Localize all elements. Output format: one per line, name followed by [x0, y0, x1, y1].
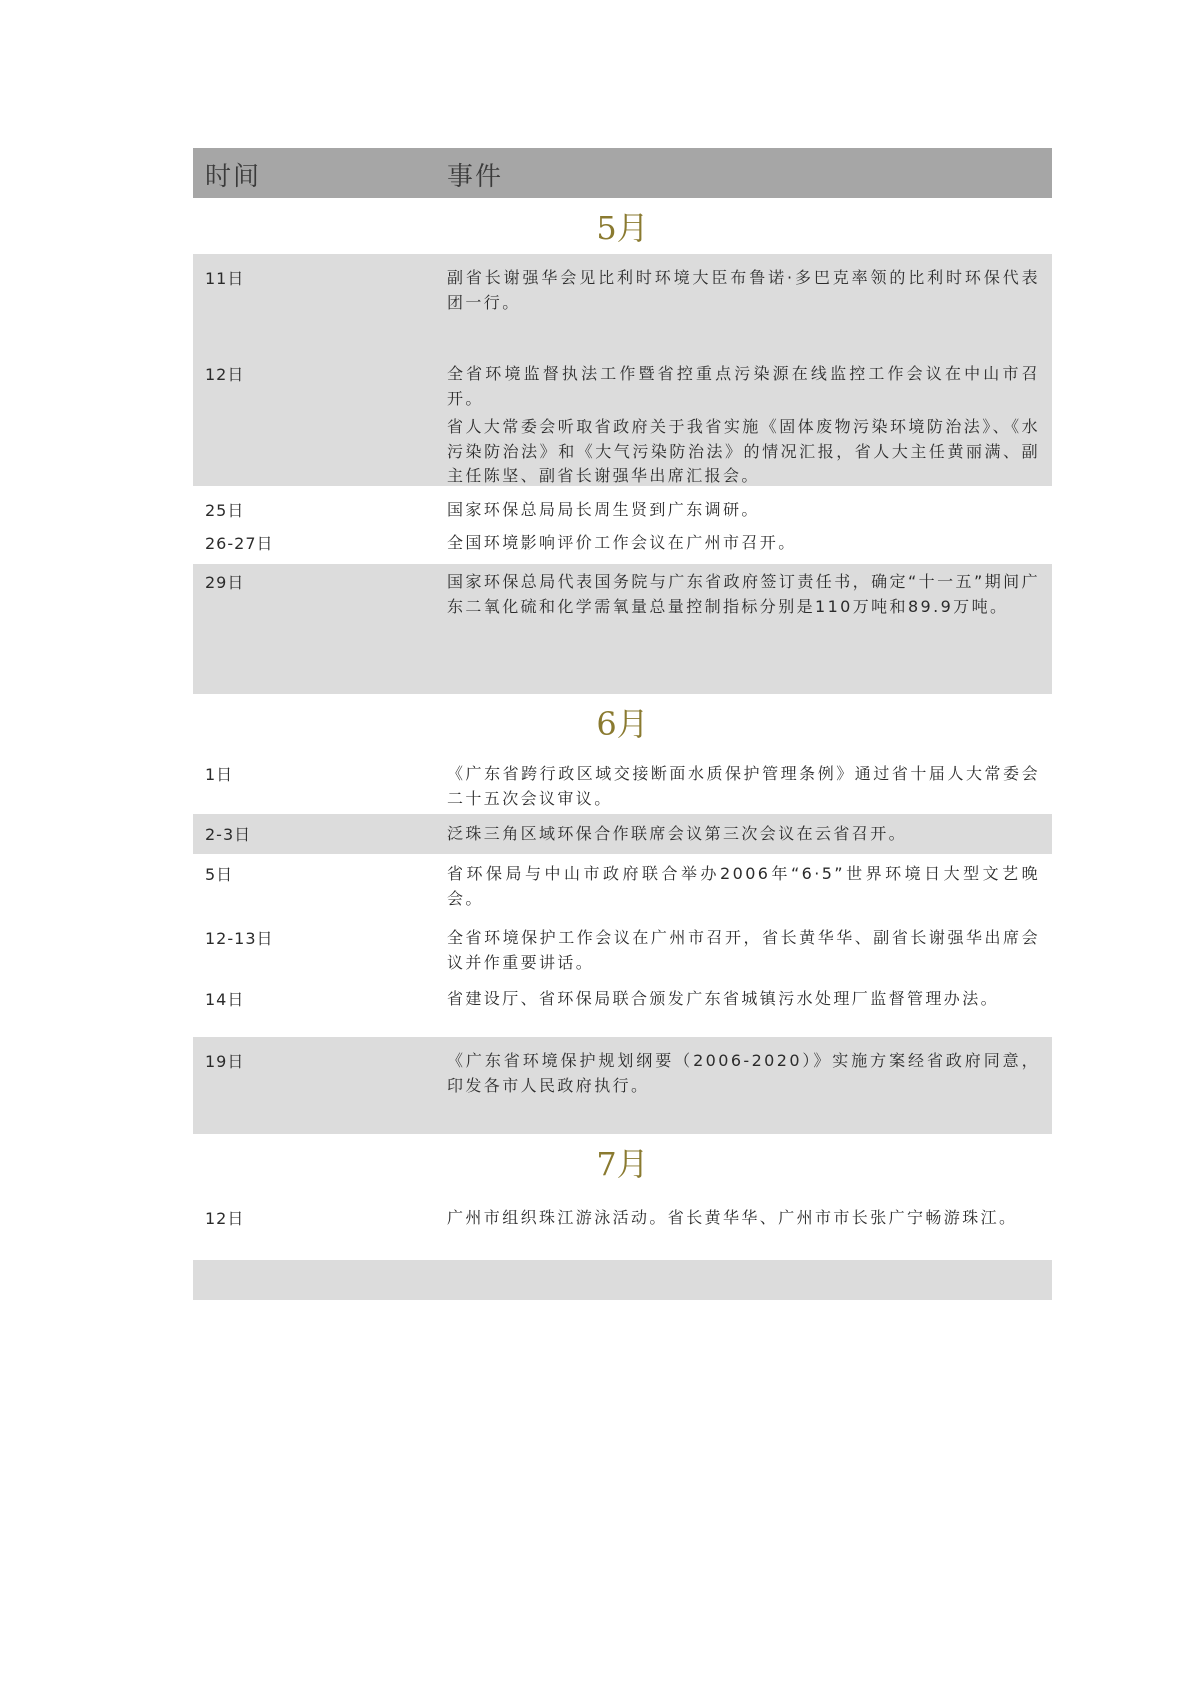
table-header: [193, 148, 1052, 198]
table-row: [193, 564, 1052, 694]
event-cell: [447, 822, 1052, 854]
event-cell: [447, 862, 1052, 914]
date-cell: 12-13日: [205, 929, 274, 948]
event-cell: [447, 987, 1052, 1037]
event-cell: [447, 926, 1052, 975]
table-row: [193, 525, 1052, 564]
event-text: 《广东省环境保护规划纲要（2006-2020）》实施方案经省政府同意，印发各市人民政府执行。: [447, 1051, 1040, 1095]
date-cell: 12日: [205, 365, 245, 384]
table-row: [193, 1037, 1052, 1134]
event-text: 广州市组织珠江游泳活动。省长黄华华、广州市市长张广宁畅游珠江。: [447, 1208, 1018, 1227]
table-row: [193, 814, 1052, 854]
table-row: [193, 254, 1052, 350]
date-cell: 1日: [205, 765, 234, 784]
event-text: 《广东省跨行政区域交接断面水质保护管理条例》通过省十届人大常委会二十五次会议审议。: [447, 764, 1040, 808]
table-row: [193, 750, 1052, 814]
month-heading: 5月: [596, 209, 649, 247]
date-cell: 29日: [205, 573, 245, 592]
event-text: 全省环境保护工作会议在广州市召开，省长黄华华、副省长谢强华出席会议并作重要讲话。: [447, 928, 1040, 972]
date-cell: 12日: [205, 1209, 245, 1228]
table-row: [193, 975, 1052, 1037]
month-heading: 7月: [596, 1145, 649, 1183]
event-cell: [447, 1206, 1052, 1260]
event-text: 泛珠三角区域环保合作联席会议第三次会议在云省召开。: [447, 824, 908, 843]
table-row: [193, 486, 1052, 525]
event-cell: [447, 762, 1052, 814]
event-text: 全国环境影响评价工作会议在广州市召开。: [447, 533, 797, 552]
table-body: [193, 198, 1052, 1300]
event-cell: [447, 531, 1052, 564]
event-cell: [447, 362, 1052, 486]
event-text: 副省长谢强华会见比利时环境大臣布鲁诺·多巴克率领的比利时环保代表团一行。: [447, 268, 1040, 312]
event-cell: [447, 1049, 1052, 1134]
table-row: [193, 914, 1052, 975]
header-event: 事件: [447, 162, 504, 192]
table-row: [193, 854, 1052, 914]
month-heading: 6月: [596, 705, 649, 743]
events-table: [193, 148, 1052, 1300]
event-cell: [447, 498, 1052, 525]
date-cell: 11日: [205, 269, 245, 288]
date-cell: 5日: [205, 865, 234, 884]
date-cell: 19日: [205, 1052, 245, 1071]
event-cell: [447, 266, 1052, 350]
event-text: 省建设厅、省环保局联合颁发广东省城镇污水处理厂监督管理办法。: [447, 989, 1000, 1008]
table-row: [193, 1192, 1052, 1260]
event-cell: [447, 570, 1052, 694]
event-text: 国家环保总局局长周生贤到广东调研。: [447, 500, 760, 519]
date-cell: 26-27日: [205, 534, 274, 553]
event-text: 全省环境监督执法工作暨省控重点污染源在线监控工作会议在中山市召开。: [447, 364, 1040, 408]
empty-row: [193, 1260, 1052, 1300]
date-cell: 25日: [205, 501, 245, 520]
table-row: [193, 350, 1052, 486]
event-text: 国家环保总局代表国务院与广东省政府签订责任书，确定“十一五”期间广东二氧化硫和化学需氧量总量控制指标分别是110万吨和89.9万吨。: [447, 572, 1040, 616]
event-text: 省环保局与中山市政府联合举办2006年“6·5”世界环境日大型文艺晚会。: [447, 864, 1040, 908]
date-cell: 14日: [205, 990, 245, 1009]
event-text: 省人大常委会听取省政府关于我省实施《固体废物污染环境防治法》、《水污染防治法》和《大气污染防治法》的情况汇报，省人大主任黄丽满、副主任陈坚、副省长谢强华出席汇报会。: [447, 417, 1040, 485]
date-cell: 2-3日: [205, 825, 252, 844]
header-time: 时间: [205, 162, 262, 192]
